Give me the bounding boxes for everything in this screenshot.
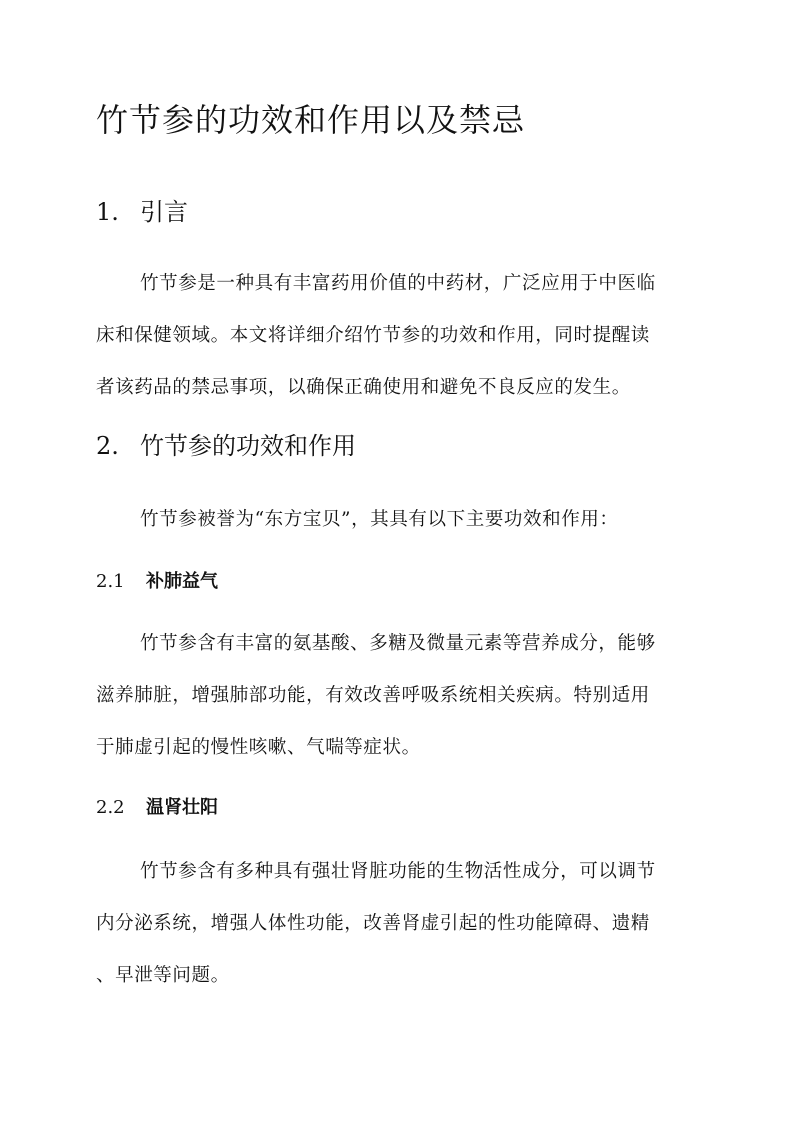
- paragraph-line: 竹节参含有多种具有强壮肾脏功能的生物活性成分，可以调节: [140, 861, 656, 882]
- paragraph-line: 竹节参含有丰富的氨基酸、多糖及微量元素等营养成分，能够: [140, 633, 656, 654]
- section-title: 竹节参的功效和作用: [140, 432, 356, 460]
- paragraph-line: 于肺虚引起的慢性咳嗽、气喘等症状。: [96, 737, 421, 758]
- section-title: 引言: [140, 198, 188, 226]
- document-title: 竹节参的功效和作用以及禁忌: [96, 101, 526, 139]
- section-number: 2.: [96, 432, 119, 460]
- subsection-title: 温肾壮阳: [146, 797, 218, 818]
- section-heading-introduction: [96, 194, 188, 230]
- paragraph-line: 、早泄等问题。: [96, 965, 230, 986]
- subsection-heading-lung: [96, 568, 218, 596]
- paragraph-kidney: [96, 846, 704, 1002]
- paragraph-line: 滋养肺脏，增强肺部功能，有效改善呼吸系统相关疾病。特别适用: [96, 685, 650, 706]
- section-heading-efficacy: [96, 428, 356, 464]
- paragraph-line: 者该药品的禁忌事项，以确保正确使用和避免不良反应的发生。: [96, 377, 631, 398]
- subsection-heading-kidney: [96, 794, 218, 822]
- paragraph-lung: [96, 618, 704, 774]
- paragraph-line: 床和保健领域。本文将详细介绍竹节参的功效和作用，同时提醒读: [96, 325, 650, 346]
- section-number: 1.: [96, 198, 119, 226]
- paragraph-efficacy-intro: [96, 494, 704, 546]
- paragraph-line: 竹节参是一种具有丰富药用价值的中药材，广泛应用于中医临: [140, 273, 656, 294]
- paragraph-introduction: [96, 258, 704, 414]
- paragraph-line: 内分泌系统，增强人体性功能，改善肾虚引起的性功能障碍、遗精: [96, 913, 650, 934]
- subsection-number: 2.1: [96, 571, 125, 592]
- subsection-number: 2.2: [96, 797, 125, 818]
- paragraph-line: 竹节参被誉为“东方宝贝”，其具有以下主要功效和作用：: [140, 509, 619, 530]
- subsection-title: 补肺益气: [146, 571, 218, 592]
